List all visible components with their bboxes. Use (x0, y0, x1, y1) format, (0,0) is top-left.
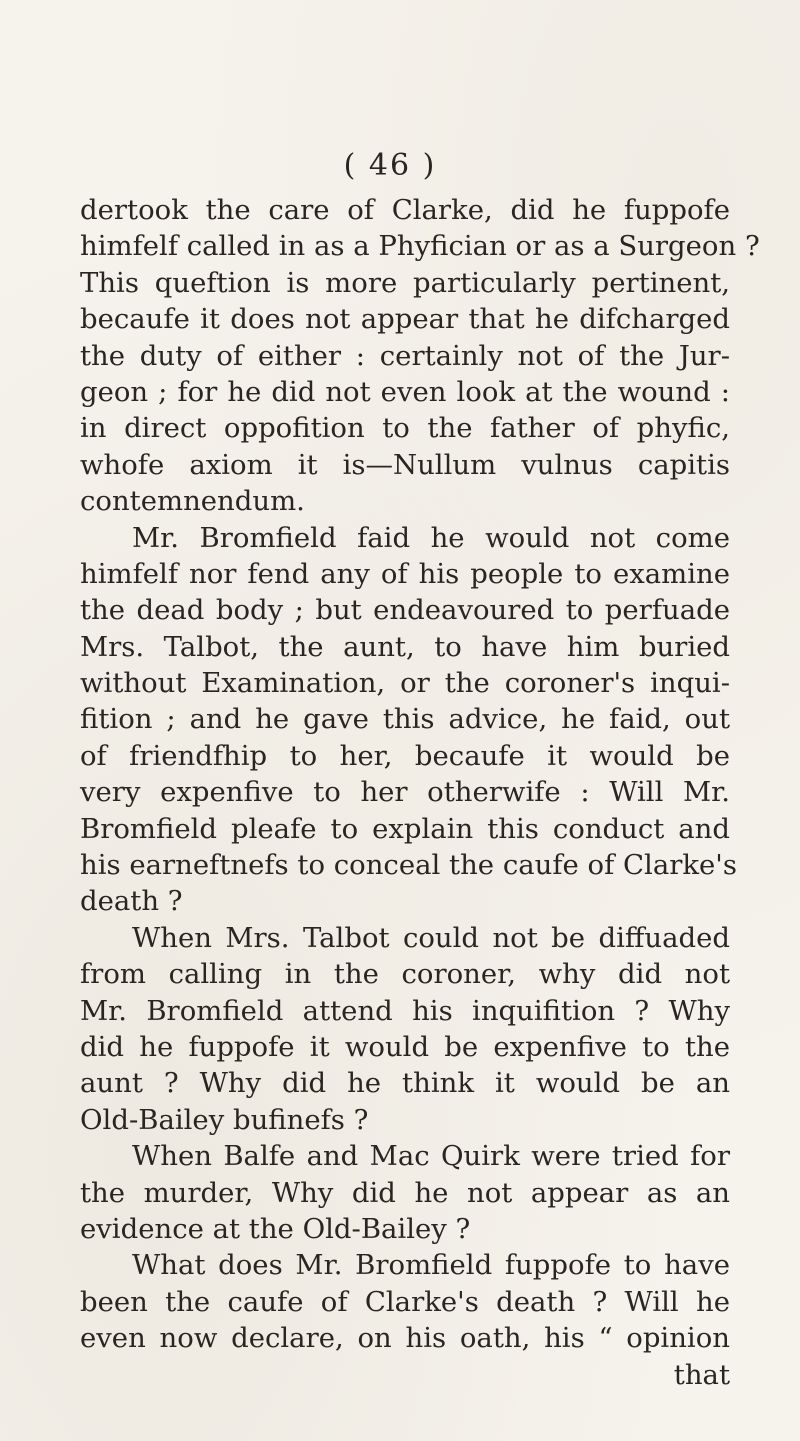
text-line: This queftion is more particularly pertinent, (80, 266, 730, 299)
text-line: When Mrs. Talbot could not be diffuaded (132, 921, 730, 954)
text-line: the murder, Why did he not appear as an (80, 1176, 730, 1209)
text-line: from calling in the coroner, why did not (80, 958, 730, 991)
text-line: becaufe it does not appear that he difcharged (80, 303, 730, 336)
text-line: Mrs. Talbot, the aunt, to have him buried (80, 630, 730, 663)
text-line: Old-Bailey bufinefs ? (80, 1103, 369, 1136)
catchword: that (673, 1358, 730, 1391)
text-line: Mr. Bromfield faid he would not come (132, 521, 730, 554)
text-line: When Balfe and Mac Quirk were tried for (132, 1140, 730, 1173)
text-line: contemnendum. (80, 485, 305, 518)
text-line: What does Mr. Bromfield fuppofe to have (132, 1249, 730, 1282)
text-line: Mr. Bromfield attend his inquifition ? Why (80, 994, 730, 1027)
text-line: in direct oppofition to the father of phyfic, (80, 412, 730, 445)
text-line: dertook the care of Clarke, did he fuppofe (80, 194, 730, 226)
text-line: the duty of either : certainly not of the Jur- (80, 339, 730, 372)
page-number-header: ( 46 ) (343, 148, 437, 183)
text-line: himfelf nor fend any of his people to examine (80, 557, 730, 590)
text-line: without Examination, or the coroner's inqui- (80, 667, 730, 700)
text-line: been the caufe of Clarke's death ? Will he (80, 1285, 730, 1318)
text-line: whofe axiom it is—Nullum vulnus capitis (80, 448, 730, 481)
text-line: did he fuppofe it would be expenfive to the (80, 1030, 730, 1063)
text-line: death ? (80, 885, 183, 918)
text-line: aunt ? Why did he think it would be an (80, 1067, 730, 1100)
text-line: of friendfhip to her, becaufe it would be (80, 739, 730, 772)
text-line: very expenfive to her otherwife : Will Mr. (80, 776, 730, 809)
text-line: Bromfield pleafe to explain this conduct and (80, 812, 730, 845)
text-line: evidence at the Old-Bailey ? (80, 1212, 471, 1245)
text-line: even now declare, on his oath, his “ opinion (80, 1322, 730, 1355)
text-line: his earneftnefs to conceal the caufe of Clarke's (80, 849, 737, 882)
text-line: fition ; and he gave this advice, he faid, out (80, 703, 730, 736)
text-line: geon ; for he did not even look at the wound : (80, 375, 730, 408)
text-line: the dead body ; but endeavoured to perfuade (80, 594, 730, 627)
text-line: himfelf called in as a Phyfician or as a Surgeon ? (80, 230, 760, 263)
